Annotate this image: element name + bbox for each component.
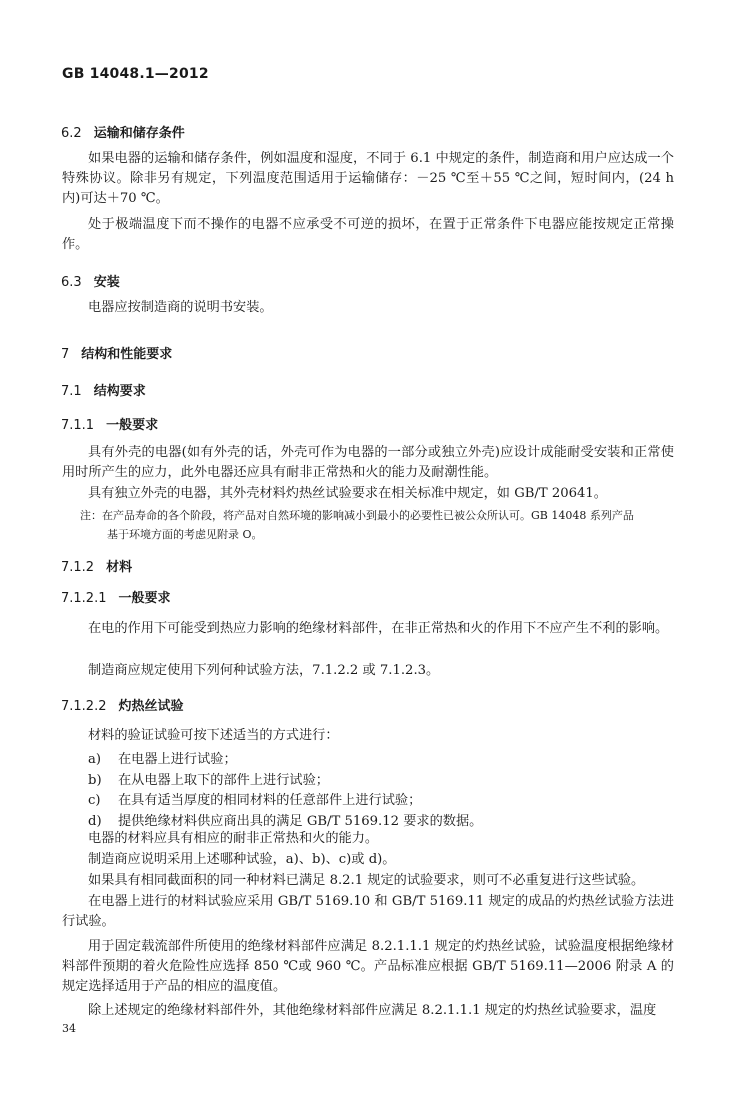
list-item-text: 在从电器上取下的部件上进行试验； (118, 773, 329, 788)
paragraph: 处于极端温度下而不操作的电器不应承受不可逆的损坏，在置于正常条件下电器应能按规定正常操作。 (62, 217, 674, 252)
paragraph: 在电器上进行的材料试验应采用 GB/T 5169.10 和 GB/T 5169.11 规定的成品的灼热丝试验方法进行试验。 (62, 894, 674, 929)
note (80, 506, 674, 544)
heading-7 (61, 343, 172, 362)
list-item-label: d) (88, 814, 102, 829)
heading-title: 安装 (93, 275, 120, 290)
page-number: 34 (62, 1022, 76, 1035)
list-item-text: 在具有适当厚度的相同材料的任意部件上进行试验； (118, 793, 422, 808)
list-item (88, 769, 329, 788)
heading-number: 7.1.2.1 (61, 591, 107, 606)
paragraph: 用于固定载流部件所使用的绝缘材料部件应满足 8.2.1.1.1 规定的灼热丝试验，试验温度根据绝缘材料部件预期的着火危险性应选择 850 ℃或 960 ℃。产品标准应根据 GB/T 5169.11—2006 附录 A 的规定选择适用于产品的相应的温度值。 (62, 939, 674, 994)
heading-6-2 (61, 122, 185, 141)
heading-number: 7.1 (61, 384, 82, 399)
heading-number: 7.1.2 (61, 560, 95, 575)
document-id-header: GB 14048.1—2012 (62, 66, 209, 82)
heading-title: 结构和性能要求 (81, 347, 173, 362)
heading-7-1-2-1 (61, 587, 171, 606)
heading-title: 运输和储存条件 (93, 126, 185, 141)
paragraph: 电器应按制造商的说明书安装。 (88, 300, 273, 315)
list-item-label: b) (88, 773, 102, 788)
paragraph: 除上述规定的绝缘材料部件外，其他绝缘材料部件应满足 8.2.1.1.1 规定的灼热丝试验要求，温度 (88, 1003, 657, 1018)
list-item-text: 提供绝缘材料供应商出具的满足 GB/T 5169.12 要求的数据。 (118, 814, 483, 829)
paragraph: 材料的验证试验可按下述适当的方式进行： (88, 728, 339, 743)
heading-7-1-2-2 (61, 695, 184, 714)
list-item (88, 789, 421, 808)
heading-title: 材料 (106, 560, 133, 575)
heading-number: 7 (61, 347, 70, 362)
paragraph: 具有外壳的电器(如有外壳的话，外壳可作为电器的一部分或独立外壳)应设计成能耐受安装和正常使用时所产生的应力，此外电器还应具有耐非正常热和火的能力及耐潮性能。 (62, 445, 674, 480)
paragraph: 在电的作用下可能受到热应力影响的绝缘材料部件，在非正常热和火的作用下不应产生不利的影响。 (88, 621, 669, 636)
heading-7-1-1 (61, 414, 158, 433)
paragraph: 如果具有相同截面积的同一种材料已满足 8.2.1 规定的试验要求，则可不必重复进行这些试验。 (88, 873, 645, 888)
heading-7-1-2 (61, 556, 132, 575)
list-item-label: a) (88, 752, 102, 767)
heading-title: 灼热丝试验 (118, 699, 184, 714)
heading-number: 6.2 (61, 126, 82, 141)
list-item (88, 748, 237, 767)
heading-number: 7.1.2.2 (61, 699, 107, 714)
list-item-label: c) (88, 793, 101, 808)
heading-title: 一般要求 (106, 418, 159, 433)
paragraph: 制造商应规定使用下列何种试验方法，7.1.2.2 或 7.1.2.3。 (88, 663, 440, 678)
heading-title: 一般要求 (118, 591, 171, 606)
heading-6-3 (61, 271, 120, 290)
note-line: 基于环境方面的考虑见附录 O。 (107, 528, 263, 541)
paragraph: 制造商应说明采用上述哪种试验，a)、b)、c)或 d)。 (88, 852, 396, 867)
heading-title: 结构要求 (93, 384, 146, 399)
note-line: 注：在产品寿命的各个阶段，将产品对自然环境的影响减小到最小的必要性已被公众所认可。GB 14048 系列产品 (80, 509, 634, 522)
paragraph: 电器的材料应具有相应的耐非正常热和火的能力。 (88, 831, 379, 846)
heading-7-1 (61, 380, 146, 399)
heading-number: 6.3 (61, 275, 82, 290)
heading-number: 7.1.1 (61, 418, 95, 433)
list-item (88, 810, 482, 829)
paragraph: 具有独立外壳的电器，其外壳材料灼热丝试验要求在相关标准中规定，如 GB/T 20641。 (88, 486, 607, 501)
paragraph: 如果电器的运输和储存条件，例如温度和湿度，不同于 6.1 中规定的条件，制造商和用户应达成一个特殊协议。除非另有规定，下列温度范围适用于运输储存：－25 ℃至＋55 ℃之间，短时间内，(24 h内)可达＋70 ℃。 (62, 151, 674, 206)
list-item-text: 在电器上进行试验； (118, 752, 237, 767)
